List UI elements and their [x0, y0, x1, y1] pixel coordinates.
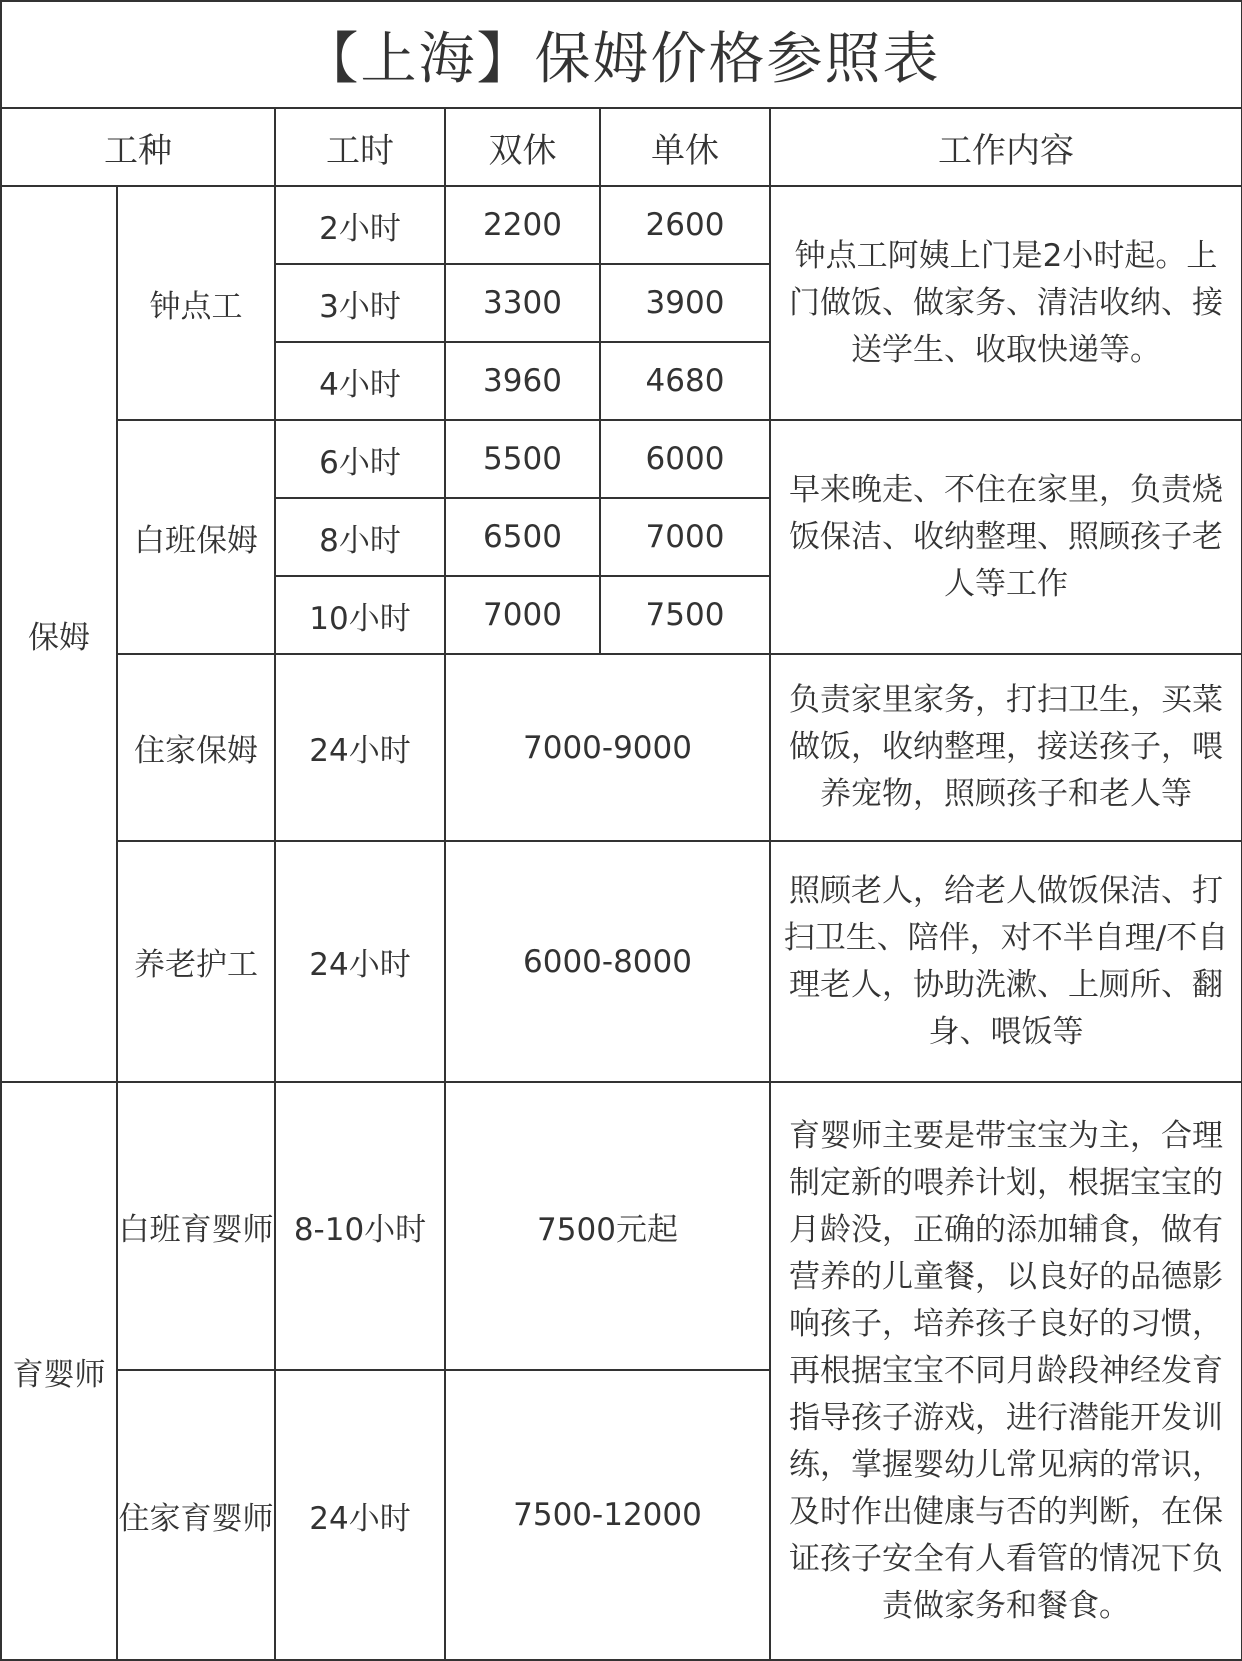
single-rest-price: 7000 — [600, 498, 770, 576]
hours-cell: 24小时 — [275, 1370, 445, 1660]
header-single-rest: 单休 — [600, 108, 770, 186]
double-rest-price: 3300 — [445, 264, 600, 342]
hours-cell: 24小时 — [275, 841, 445, 1082]
header-content: 工作内容 — [770, 108, 1242, 186]
hours-cell: 8-10小时 — [275, 1082, 445, 1370]
table-row — [1, 420, 1242, 498]
header-hours: 工时 — [275, 108, 445, 186]
double-rest-price: 5500 — [445, 420, 600, 498]
single-rest-price: 6000 — [600, 420, 770, 498]
price-range: 7000-9000 — [445, 654, 770, 841]
category-infant-teacher: 育婴师 — [1, 1082, 117, 1660]
page-title: 【上海】保姆价格参照表 — [1, 1, 1242, 108]
job-description: 早来晚走、不住在家里，负责烧饭保洁、收纳整理、照顾孩子老人等工作 — [770, 420, 1242, 654]
job-live-in-nanny: 住家保姆 — [117, 654, 275, 841]
header-double-rest: 双休 — [445, 108, 600, 186]
double-rest-price: 2200 — [445, 186, 600, 264]
job-hourly: 钟点工 — [117, 186, 275, 420]
price-range: 6000-8000 — [445, 841, 770, 1082]
price-range: 7500元起 — [445, 1082, 770, 1370]
job-description: 照顾老人，给老人做饭保洁、打扫卫生、陪伴，对不半自理/不自理老人，协助洗漱、上厕所、翻身、喂饭等 — [770, 841, 1242, 1082]
job-day-infant-teacher: 白班育婴师 — [117, 1082, 275, 1370]
table-row — [1, 1082, 1242, 1370]
header-type: 工种 — [1, 108, 275, 186]
double-rest-price: 7000 — [445, 576, 600, 654]
hours-cell: 3小时 — [275, 264, 445, 342]
double-rest-price: 3960 — [445, 342, 600, 420]
single-rest-price: 3900 — [600, 264, 770, 342]
single-rest-price: 2600 — [600, 186, 770, 264]
table-row — [1, 654, 1242, 748]
table-row — [1, 841, 1242, 962]
hours-cell: 4小时 — [275, 342, 445, 420]
single-rest-price: 4680 — [600, 342, 770, 420]
price-range: 7500-12000 — [445, 1370, 770, 1660]
hours-cell: 24小时 — [275, 654, 445, 841]
job-day-nanny: 白班保姆 — [117, 420, 275, 654]
double-rest-price: 6500 — [445, 498, 600, 576]
hours-cell: 2小时 — [275, 186, 445, 264]
job-description: 育婴师主要是带宝宝为主，合理制定新的喂养计划，根据宝宝的月龄没，正确的添加辅食，做有营养的儿童餐，以良好的品德影响孩子，培养孩子良好的习惯，再根据宝宝不同月龄段神经发育指导孩子游戏，进行潜能开发训练，掌握婴幼儿常见病的常识，及时作出健康与否的判断，在保证孩子安全有人看管的情况下负责做家务和餐食。 — [770, 1082, 1242, 1660]
hours-cell: 8小时 — [275, 498, 445, 576]
table-row — [1, 186, 1242, 264]
hours-cell: 6小时 — [275, 420, 445, 498]
hours-cell: 10小时 — [275, 576, 445, 654]
single-rest-price: 7500 — [600, 576, 770, 654]
category-nanny: 保姆 — [1, 186, 117, 1082]
job-elder-care: 养老护工 — [117, 841, 275, 1082]
job-live-in-infant-teacher: 住家育婴师 — [117, 1370, 275, 1660]
job-description: 钟点工阿姨上门是2小时起。上门做饭、做家务、清洁收纳、接送学生、收取快递等。 — [770, 186, 1242, 420]
job-description: 负责家里家务，打扫卫生，买菜做饭，收纳整理，接送孩子，喂养宠物，照顾孩子和老人等 — [770, 654, 1242, 841]
